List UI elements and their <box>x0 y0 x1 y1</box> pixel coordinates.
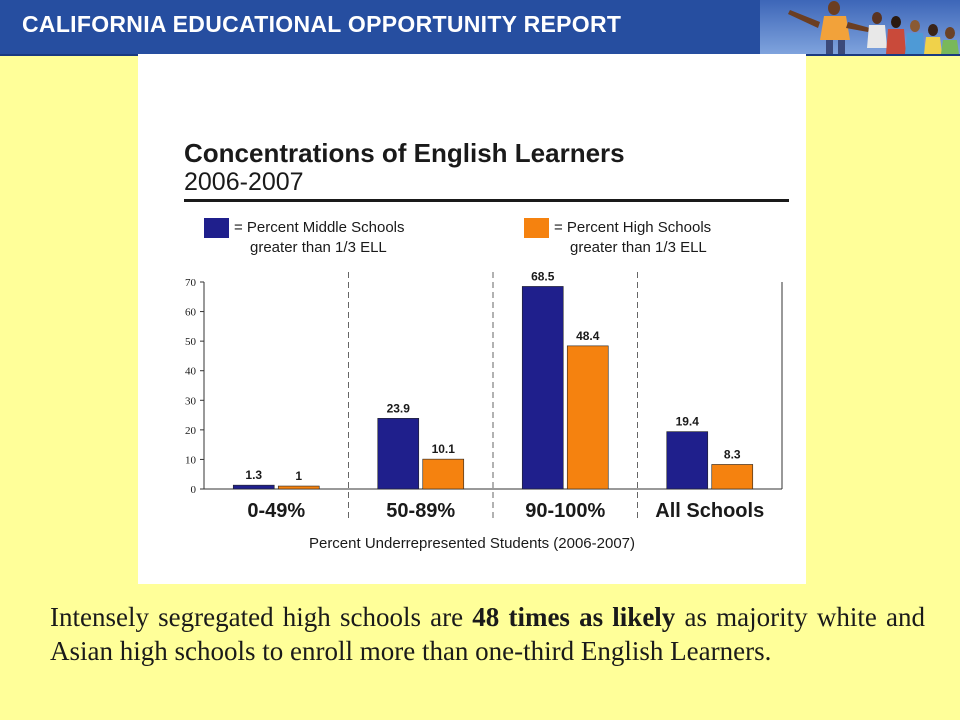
chart-title: Concentrations of English Learners <box>184 138 625 168</box>
header-banner <box>0 0 960 56</box>
bar-middle <box>378 418 419 489</box>
y-tick-label: 40 <box>185 365 196 378</box>
bar-high <box>423 459 464 489</box>
y-tick-label: 70 <box>185 277 196 289</box>
legend-label-high-line1: = Percent High Schools <box>554 219 712 236</box>
data-label: 68.5 <box>531 269 555 284</box>
bar-chart <box>138 54 806 584</box>
legend-label-high-line2: greater than 1/3 ELL <box>570 239 707 256</box>
bar-middle <box>667 432 708 489</box>
bar-high <box>712 464 753 489</box>
category-label: 90-100% <box>525 500 606 522</box>
y-tick-label: 10 <box>185 454 196 467</box>
y-tick-label: 20 <box>185 424 196 437</box>
legend-label-middle-line1: = Percent Middle Schools <box>234 219 405 236</box>
chart-subtitle: 2006-2007 <box>184 168 304 196</box>
bar-middle <box>522 286 563 489</box>
data-label: 10.1 <box>431 442 455 457</box>
y-tick-label: 50 <box>185 336 196 349</box>
chart-panel <box>138 54 806 584</box>
data-label: 1 <box>295 469 303 484</box>
x-axis-label: Percent Underrepresented Students (2006-2007) <box>308 535 636 552</box>
category-label: 50-89% <box>386 500 456 522</box>
data-label: 23.9 <box>386 401 410 416</box>
caption-part1: Intensely segregated high schools are <box>50 602 473 632</box>
y-tick-label: 0 <box>190 484 196 496</box>
category-label: All Schools <box>655 500 765 522</box>
data-label: 19.4 <box>675 414 699 429</box>
caption-part2: as majority white and Asian high schools to enroll more than one-third English Learners. <box>50 602 925 666</box>
legend-swatch-middle <box>204 218 229 238</box>
bar-high <box>278 486 319 489</box>
title-rule <box>184 199 789 202</box>
category-label: 0-49% <box>247 500 306 522</box>
data-label: 48.4 <box>576 328 600 343</box>
bar-high <box>567 346 608 489</box>
y-tick-label: 60 <box>185 306 196 319</box>
students-photo <box>760 0 960 54</box>
legend-swatch-high <box>524 218 549 238</box>
plot-area <box>185 269 782 522</box>
caption-emphasis: 48 times as likely <box>472 602 676 632</box>
legend-label-middle-line2: greater than 1/3 ELL <box>250 239 387 256</box>
header-title: CALIFORNIA EDUCATIONAL OPPORTUNITY REPORT <box>22 11 622 37</box>
caption-text <box>50 600 925 668</box>
data-label: 8.3 <box>723 447 741 462</box>
y-tick-label: 30 <box>185 395 196 408</box>
data-label: 1.3 <box>245 468 263 483</box>
bar-middle <box>233 485 274 489</box>
